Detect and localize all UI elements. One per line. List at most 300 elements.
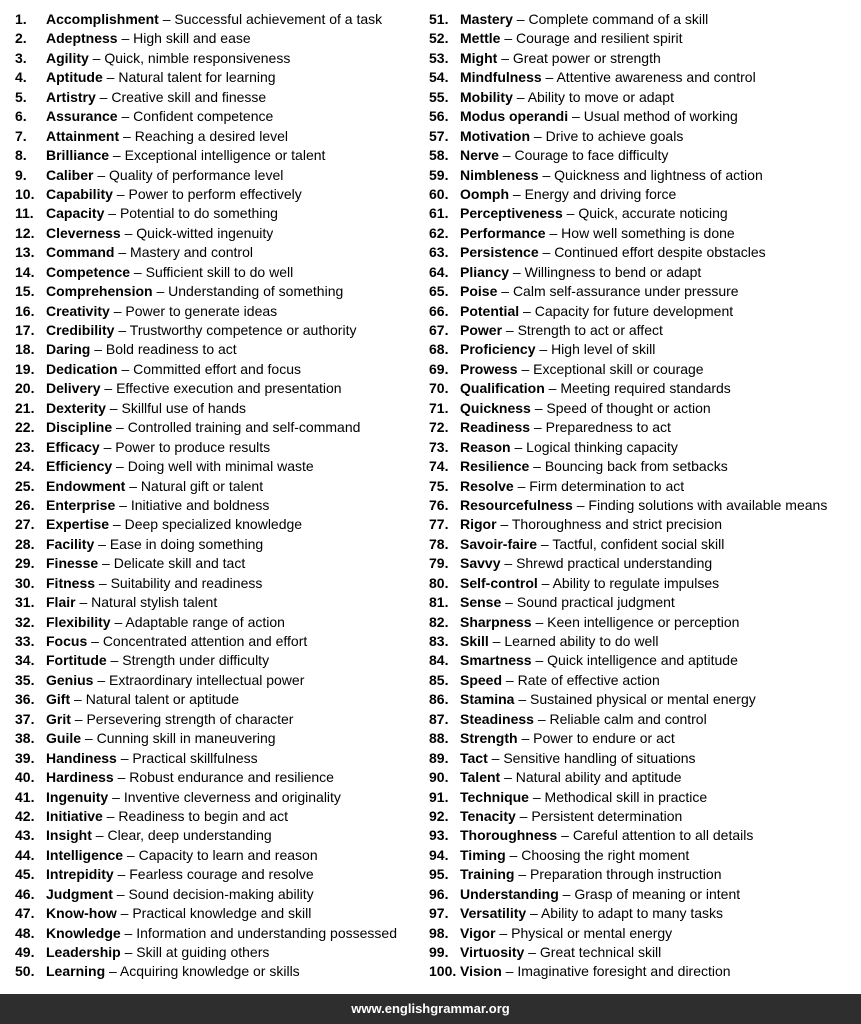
item-separator: – bbox=[487, 749, 504, 766]
item-number: 75. bbox=[429, 477, 449, 494]
item-word: Power bbox=[460, 322, 503, 338]
list-item bbox=[15, 943, 420, 962]
item-number: 42. bbox=[15, 807, 35, 824]
item-definition: Ability to adapt to many tasks bbox=[540, 905, 724, 922]
item-number: 32. bbox=[15, 613, 35, 630]
list-item bbox=[15, 88, 420, 107]
item-separator: – bbox=[495, 924, 512, 941]
item-text bbox=[46, 321, 356, 340]
list-item bbox=[429, 166, 857, 185]
item-word: Creativity bbox=[46, 302, 110, 319]
item-text bbox=[460, 885, 740, 904]
item-definition: Inventive cleverness and originality bbox=[123, 788, 341, 805]
list-item bbox=[429, 826, 857, 845]
item-word: Competence bbox=[46, 263, 131, 280]
list-item bbox=[15, 399, 420, 418]
list-item bbox=[15, 243, 420, 262]
item-number: 23. bbox=[15, 438, 35, 455]
item-word: Leadership bbox=[46, 944, 121, 960]
item-number: 83. bbox=[429, 633, 449, 649]
item-text bbox=[46, 496, 269, 515]
item-word: Savoir-faire bbox=[460, 535, 538, 552]
item-text bbox=[460, 399, 711, 418]
item-number: 36. bbox=[15, 691, 35, 708]
item-separator: – bbox=[112, 419, 128, 436]
item-definition: Delicate skill and tact bbox=[113, 555, 246, 572]
item-word: Comprehension bbox=[46, 283, 153, 300]
item-text bbox=[46, 282, 343, 301]
item-number: 26. bbox=[15, 496, 35, 513]
item-definition: Shrewd practical understanding bbox=[516, 555, 713, 572]
item-number: 87. bbox=[429, 710, 449, 727]
item-number: 98. bbox=[429, 924, 449, 941]
item-definition: Concentrated attention and effort bbox=[102, 633, 308, 649]
item-separator: – bbox=[110, 613, 126, 630]
item-number: 8. bbox=[15, 147, 27, 164]
item-word: Savvy bbox=[460, 555, 501, 572]
item-separator: – bbox=[87, 633, 103, 649]
item-text bbox=[46, 613, 285, 632]
list-item bbox=[15, 749, 420, 768]
item-separator: – bbox=[517, 360, 534, 377]
item-number: 31. bbox=[15, 594, 35, 611]
item-text bbox=[46, 690, 239, 709]
item-separator: – bbox=[99, 438, 116, 455]
item-word: Skill bbox=[460, 633, 489, 649]
item-definition: Tactful, confident social skill bbox=[552, 535, 725, 552]
item-text bbox=[460, 29, 683, 48]
item-text bbox=[46, 68, 276, 87]
list-item bbox=[429, 185, 857, 204]
item-definition: Successful achievement of a task bbox=[174, 11, 383, 27]
item-definition: Sound decision-making ability bbox=[128, 885, 314, 902]
item-word: Vision bbox=[460, 963, 502, 980]
item-word: Facility bbox=[46, 535, 95, 552]
item-text bbox=[460, 360, 704, 379]
item-definition: Readiness to begin and act bbox=[118, 807, 289, 824]
list-item bbox=[15, 321, 420, 340]
item-number: 38. bbox=[15, 730, 35, 747]
item-separator: – bbox=[538, 166, 555, 183]
item-word: Understanding bbox=[460, 885, 559, 902]
list-item bbox=[429, 554, 857, 573]
item-text bbox=[46, 574, 262, 593]
item-text bbox=[46, 166, 283, 185]
item-text bbox=[460, 710, 707, 729]
item-separator: – bbox=[81, 730, 97, 747]
item-word: Stamina bbox=[460, 691, 515, 708]
item-number: 39. bbox=[15, 749, 35, 766]
item-number: 57. bbox=[429, 127, 449, 144]
item-separator: – bbox=[120, 944, 137, 960]
item-definition: Natural talent for learning bbox=[118, 69, 276, 86]
item-text bbox=[46, 535, 263, 554]
item-word: Ingenuity bbox=[46, 788, 109, 805]
item-definition: Skill at guiding others bbox=[136, 944, 270, 960]
item-text bbox=[460, 554, 712, 573]
item-separator: – bbox=[496, 516, 512, 533]
item-definition: Methodical skill in practice bbox=[544, 788, 708, 805]
list-item bbox=[429, 651, 857, 670]
item-separator: – bbox=[120, 924, 137, 941]
item-word: Gift bbox=[46, 691, 71, 708]
list-item bbox=[15, 768, 420, 787]
list-item bbox=[15, 107, 420, 126]
item-word: Performance bbox=[460, 224, 546, 241]
item-text bbox=[460, 671, 660, 690]
list-item bbox=[15, 204, 420, 223]
list-item bbox=[15, 729, 420, 748]
item-number: 69. bbox=[429, 360, 449, 377]
item-definition: Preparedness to act bbox=[545, 419, 671, 436]
item-separator: – bbox=[572, 496, 589, 513]
item-word: Capability bbox=[46, 185, 113, 202]
item-word: Mobility bbox=[460, 88, 513, 105]
item-number: 55. bbox=[429, 88, 449, 105]
item-text bbox=[46, 146, 325, 165]
list-item bbox=[429, 962, 857, 981]
item-number: 16. bbox=[15, 302, 35, 319]
item-separator: – bbox=[98, 555, 114, 572]
item-separator: – bbox=[120, 224, 137, 241]
item-separator: – bbox=[498, 147, 515, 164]
item-text bbox=[46, 768, 334, 787]
list-item bbox=[15, 360, 420, 379]
list-item bbox=[15, 574, 420, 593]
item-text bbox=[460, 107, 738, 126]
item-word: Nimbleness bbox=[460, 166, 539, 183]
item-definition: Quick, accurate noticing bbox=[578, 205, 728, 222]
item-separator: – bbox=[530, 419, 546, 436]
item-text bbox=[46, 826, 272, 845]
item-definition: Ability to move or adapt bbox=[527, 88, 674, 105]
item-word: Insight bbox=[46, 827, 92, 844]
list-item bbox=[429, 457, 857, 476]
item-separator: – bbox=[119, 127, 135, 144]
list-item bbox=[15, 127, 420, 146]
item-number: 85. bbox=[429, 671, 449, 688]
list-item bbox=[429, 515, 857, 534]
item-separator: – bbox=[95, 88, 112, 105]
item-text bbox=[46, 438, 270, 457]
item-separator: – bbox=[130, 263, 146, 280]
item-separator: – bbox=[117, 360, 134, 377]
item-definition: Thoroughness and strict precision bbox=[511, 516, 722, 533]
item-number: 1. bbox=[15, 11, 27, 27]
item-separator: – bbox=[113, 769, 130, 786]
item-text bbox=[46, 865, 314, 884]
item-word: Mastery bbox=[460, 11, 513, 27]
list-item bbox=[15, 671, 420, 690]
item-separator: – bbox=[544, 380, 561, 397]
item-text bbox=[460, 204, 728, 223]
item-number: 19. bbox=[15, 360, 35, 377]
left-column bbox=[15, 10, 420, 982]
list-item bbox=[429, 613, 857, 632]
list-item bbox=[429, 399, 857, 418]
item-definition: Continued effort despite obstacles bbox=[554, 244, 766, 261]
item-text bbox=[460, 10, 708, 29]
item-word: Credibility bbox=[46, 322, 115, 338]
list-item bbox=[429, 885, 857, 904]
item-definition: Natural ability and aptitude bbox=[515, 769, 682, 786]
item-definition: Practical knowledge and skill bbox=[132, 905, 312, 922]
item-definition: Logical thinking capacity bbox=[526, 438, 678, 455]
item-separator: – bbox=[537, 574, 553, 591]
item-definition: Ability to regulate impulses bbox=[552, 574, 720, 591]
item-definition: Quick-witted ingenuity bbox=[136, 224, 274, 241]
list-item bbox=[429, 593, 857, 612]
list-item bbox=[429, 243, 857, 262]
list-item bbox=[15, 496, 420, 515]
item-number: 11. bbox=[15, 205, 34, 222]
item-definition: Skillful use of hands bbox=[121, 399, 247, 416]
item-word: Prowess bbox=[460, 360, 518, 377]
item-number: 37. bbox=[15, 710, 35, 727]
item-separator: – bbox=[102, 807, 119, 824]
item-number: 93. bbox=[429, 827, 449, 844]
item-word: Smartness bbox=[460, 652, 532, 669]
item-separator: – bbox=[519, 302, 535, 319]
list-item bbox=[429, 924, 857, 943]
item-separator: – bbox=[513, 477, 530, 494]
list-item bbox=[429, 49, 857, 68]
item-text bbox=[460, 302, 733, 321]
item-word: Adeptness bbox=[46, 30, 118, 47]
item-separator: – bbox=[515, 807, 532, 824]
item-text bbox=[460, 807, 682, 826]
item-text bbox=[46, 962, 300, 981]
list-item bbox=[429, 127, 857, 146]
item-text bbox=[460, 846, 689, 865]
item-number: 91. bbox=[429, 788, 449, 805]
item-text bbox=[46, 127, 288, 146]
item-separator: – bbox=[488, 633, 505, 649]
item-word: Initiative bbox=[46, 807, 103, 824]
list-item bbox=[15, 379, 420, 398]
item-separator: – bbox=[558, 885, 575, 902]
item-word: Expertise bbox=[46, 516, 110, 533]
item-text bbox=[46, 788, 341, 807]
item-number: 89. bbox=[429, 749, 449, 766]
item-separator: – bbox=[106, 652, 123, 669]
list-item bbox=[15, 593, 420, 612]
item-separator: – bbox=[108, 788, 124, 805]
item-definition: Natural stylish talent bbox=[91, 594, 218, 611]
list-item bbox=[429, 29, 857, 48]
item-text bbox=[460, 690, 756, 709]
item-separator: – bbox=[502, 671, 518, 688]
list-item bbox=[15, 865, 420, 884]
item-number: 4. bbox=[15, 69, 27, 86]
item-text bbox=[460, 243, 766, 262]
list-item bbox=[15, 29, 420, 48]
item-word: Know-how bbox=[46, 905, 117, 922]
item-text bbox=[46, 302, 277, 321]
item-definition: Committed effort and focus bbox=[133, 360, 301, 377]
item-text bbox=[460, 962, 731, 981]
item-text bbox=[46, 846, 318, 865]
item-number: 33. bbox=[15, 633, 35, 649]
item-definition: Rate of effective action bbox=[517, 671, 660, 688]
item-number: 56. bbox=[429, 108, 449, 125]
item-definition: Attentive awareness and control bbox=[556, 69, 756, 86]
item-text bbox=[460, 263, 701, 282]
item-definition: High skill and ease bbox=[133, 30, 251, 47]
item-text bbox=[460, 321, 663, 340]
item-text bbox=[46, 651, 269, 670]
item-separator: – bbox=[102, 69, 119, 86]
item-definition: Deep specialized knowledge bbox=[124, 516, 303, 533]
item-word: Steadiness bbox=[460, 710, 534, 727]
item-separator: – bbox=[514, 866, 531, 883]
item-separator: – bbox=[545, 224, 562, 241]
item-definition: Usual method of working bbox=[583, 108, 738, 125]
item-word: Technique bbox=[460, 788, 529, 805]
item-separator: – bbox=[512, 88, 528, 105]
item-definition: Sound practical judgment bbox=[516, 594, 675, 611]
item-word: Caliber bbox=[46, 166, 94, 183]
item-number: 100. bbox=[429, 963, 457, 980]
item-text bbox=[460, 943, 661, 962]
item-word: Dexterity bbox=[46, 399, 106, 416]
item-text bbox=[46, 243, 253, 262]
item-number: 50. bbox=[15, 963, 35, 980]
item-text bbox=[460, 515, 722, 534]
item-number: 25. bbox=[15, 477, 35, 494]
item-word: Command bbox=[46, 244, 115, 261]
item-number: 94. bbox=[429, 846, 449, 863]
item-separator: – bbox=[116, 749, 133, 766]
list-item bbox=[15, 224, 420, 243]
item-number: 53. bbox=[429, 49, 449, 66]
item-separator: – bbox=[510, 438, 527, 455]
list-item bbox=[15, 651, 420, 670]
item-word: Artistry bbox=[46, 88, 96, 105]
item-word: Tenacity bbox=[460, 807, 516, 824]
list-item bbox=[15, 690, 420, 709]
item-separator: – bbox=[105, 399, 122, 416]
item-number: 65. bbox=[429, 283, 449, 300]
item-text bbox=[46, 729, 276, 748]
list-item bbox=[15, 418, 420, 437]
item-word: Endowment bbox=[46, 477, 126, 494]
item-text bbox=[46, 263, 293, 282]
item-separator: – bbox=[115, 496, 131, 513]
item-number: 99. bbox=[429, 944, 449, 960]
item-separator: – bbox=[530, 399, 547, 416]
list-item bbox=[15, 10, 420, 29]
item-text bbox=[46, 885, 314, 904]
item-separator: – bbox=[91, 827, 108, 844]
item-separator: – bbox=[509, 185, 525, 202]
item-number: 84. bbox=[429, 652, 449, 669]
item-number: 34. bbox=[15, 652, 35, 669]
item-separator: – bbox=[70, 691, 86, 708]
item-definition: Practical skillfulness bbox=[132, 749, 258, 766]
item-text bbox=[460, 457, 728, 476]
item-definition: Choosing the right moment bbox=[521, 846, 690, 863]
item-separator: – bbox=[562, 205, 579, 222]
item-text bbox=[46, 88, 266, 107]
item-number: 66. bbox=[429, 302, 449, 319]
item-number: 14. bbox=[15, 263, 35, 280]
list-item bbox=[15, 788, 420, 807]
item-word: Finesse bbox=[46, 555, 99, 572]
item-definition: Potential to do something bbox=[119, 205, 278, 222]
item-separator: – bbox=[512, 11, 529, 27]
list-item bbox=[429, 574, 857, 593]
item-separator: – bbox=[117, 30, 134, 47]
item-number: 35. bbox=[15, 671, 35, 688]
item-word: Accomplishment bbox=[46, 11, 159, 27]
item-text bbox=[460, 185, 676, 204]
item-separator: – bbox=[125, 477, 141, 494]
item-definition: Courage and resilient spirit bbox=[516, 30, 683, 47]
item-definition: Calm self-assurance under pressure bbox=[512, 283, 739, 300]
item-separator: – bbox=[123, 846, 139, 863]
item-number: 2. bbox=[15, 30, 27, 47]
item-definition: Power to perform effectively bbox=[128, 185, 302, 202]
item-number: 48. bbox=[15, 924, 35, 941]
item-definition: Willingness to bend or adapt bbox=[524, 263, 702, 280]
list-item bbox=[429, 418, 857, 437]
item-separator: – bbox=[538, 244, 555, 261]
item-number: 77. bbox=[429, 516, 449, 533]
item-number: 45. bbox=[15, 866, 35, 883]
item-number: 7. bbox=[15, 127, 27, 144]
item-number: 13. bbox=[15, 244, 35, 261]
list-item bbox=[15, 885, 420, 904]
item-definition: Understanding of something bbox=[168, 283, 344, 300]
list-item bbox=[15, 535, 420, 554]
list-item bbox=[429, 146, 857, 165]
item-definition: Reliable calm and control bbox=[549, 710, 707, 727]
item-number: 46. bbox=[15, 885, 35, 902]
item-definition: Strength to act or affect bbox=[517, 322, 663, 338]
item-definition: Controlled training and self-command bbox=[127, 419, 361, 436]
item-text bbox=[460, 68, 756, 87]
footer-website[interactable]: www.englishgrammar.org bbox=[0, 994, 861, 1024]
item-word: Vigor bbox=[460, 924, 496, 941]
item-text bbox=[460, 729, 675, 748]
item-word: Intelligence bbox=[46, 846, 124, 863]
list-item bbox=[15, 632, 420, 651]
item-word: Genius bbox=[46, 671, 94, 688]
list-item bbox=[15, 282, 420, 301]
item-text bbox=[46, 204, 278, 223]
item-definition: Doing well with minimal waste bbox=[127, 458, 314, 475]
list-item bbox=[429, 282, 857, 301]
item-number: 63. bbox=[429, 244, 449, 261]
item-word: Talent bbox=[460, 769, 501, 786]
item-number: 59. bbox=[429, 166, 449, 183]
item-separator: – bbox=[568, 108, 584, 125]
item-text bbox=[46, 10, 382, 29]
item-separator: – bbox=[537, 535, 553, 552]
item-number: 58. bbox=[429, 147, 449, 164]
item-text bbox=[460, 127, 683, 146]
list-item bbox=[429, 302, 857, 321]
item-number: 88. bbox=[429, 730, 449, 747]
item-number: 47. bbox=[15, 905, 35, 922]
item-text bbox=[46, 29, 251, 48]
item-text bbox=[460, 749, 696, 768]
item-text bbox=[460, 651, 738, 670]
list-item bbox=[429, 807, 857, 826]
item-text bbox=[46, 807, 288, 826]
item-number: 92. bbox=[429, 807, 449, 824]
